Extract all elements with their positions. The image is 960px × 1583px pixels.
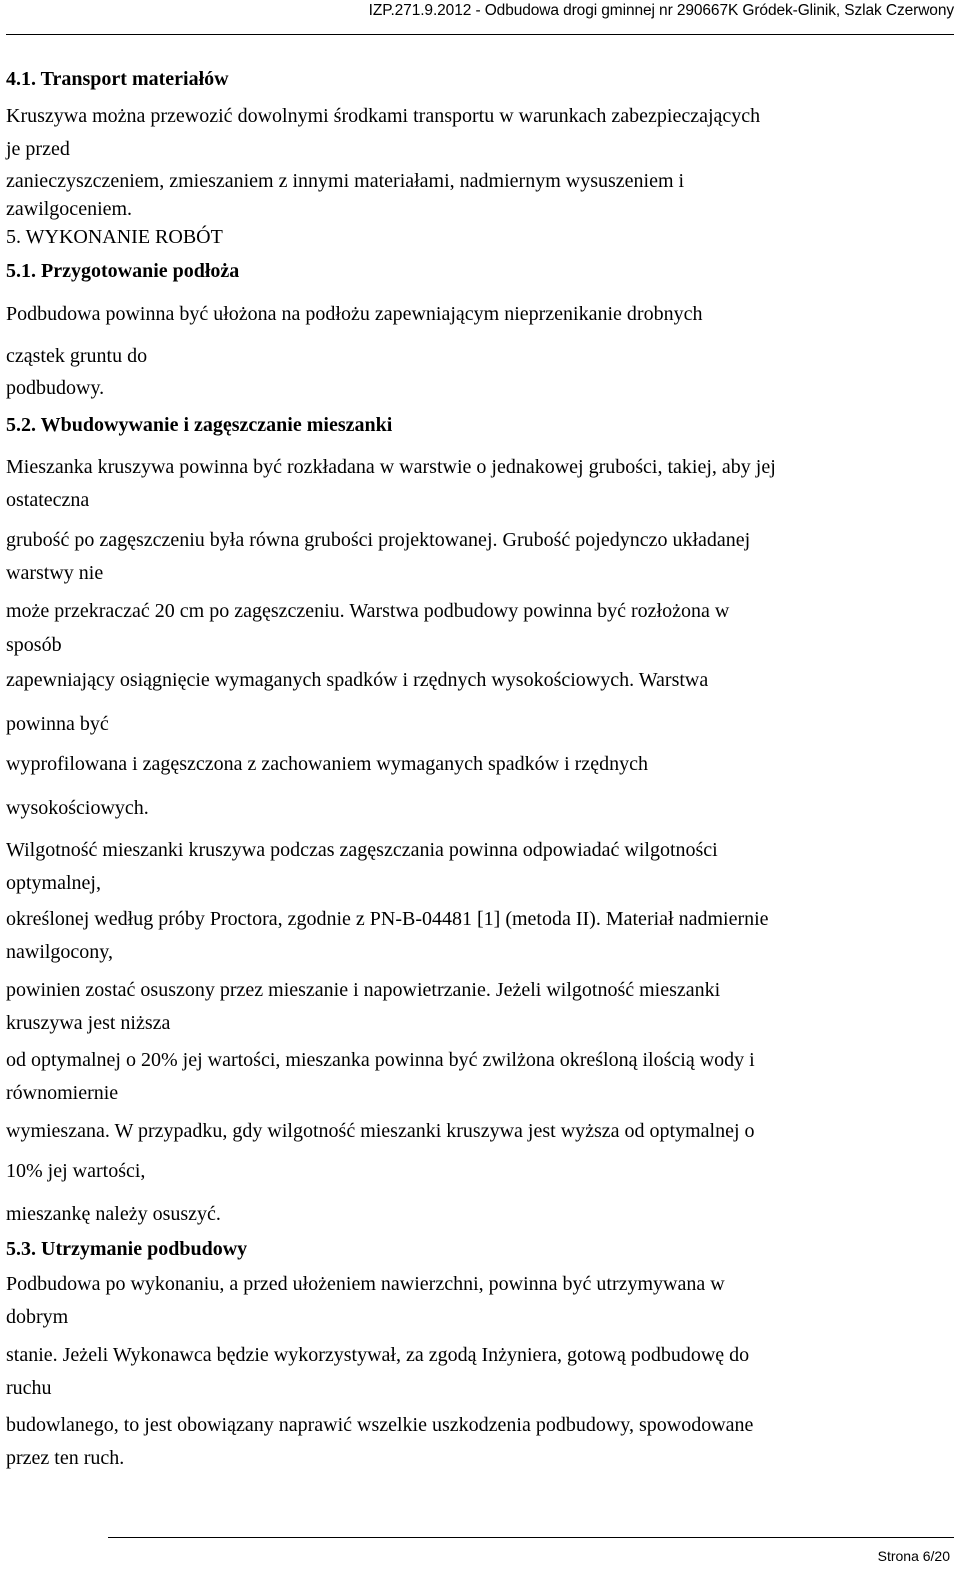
text-line: przez ten ruch. — [6, 1447, 125, 1469]
page-header — [0, 0, 960, 36]
text-line: równomiernie — [6, 1082, 119, 1104]
text-line: dobrym — [6, 1306, 69, 1328]
text-line: optymalnej, — [6, 872, 101, 894]
text-line: warstwy nie — [6, 562, 104, 584]
text-line: zawilgoceniem. — [6, 198, 133, 220]
text-line: podbudowy. — [6, 377, 105, 399]
text-line: kruszywa jest niższa — [6, 1012, 171, 1034]
text-line: 10% jej wartości, — [6, 1160, 146, 1182]
text-line: ruchu — [6, 1377, 52, 1399]
text-line: Kruszywa można przewozić dowolnymi środkami transportu w warunkach zabezpieczających — [6, 105, 761, 127]
heading-transport-materialow: 4.1. Transport materiałów — [6, 68, 229, 90]
text-line: zanieczyszczeniem, zmieszaniem z innymi materiałami, nadmiernym wysuszeniem i — [6, 170, 685, 192]
text-line: wyprofilowana i zagęszczona z zachowaniem wymaganych spadków i rzędnych — [6, 753, 648, 775]
text-line: je przed — [6, 138, 70, 160]
text-line: zapewniający osiągnięcie wymaganych spadków i rzędnych wysokościowych. Warstwa — [6, 669, 709, 691]
text-line: Wilgotność mieszanki kruszywa podczas zagęszczania powinna odpowiadać wilgotności — [6, 839, 718, 861]
heading-przygotowanie-podloza: 5.1. Przygotowanie podłoża — [6, 260, 240, 282]
text-line: Podbudowa po wykonaniu, a przed ułożeniem nawierzchni, powinna być utrzymywana w — [6, 1273, 725, 1295]
text-line: od optymalnej o 20% jej wartości, mieszanka powinna być zwilżona określoną ilością wody i — [6, 1049, 755, 1071]
heading-wbudowywanie-zageszczanie: 5.2. Wbudowywanie i zagęszczanie mieszanki — [6, 414, 393, 436]
text-line: stanie. Jeżeli Wykonawca będzie wykorzystywał, za zgodą Inżyniera, gotową podbudowę do — [6, 1344, 750, 1366]
running-title: IZP.271.9.2012 - Odbudowa drogi gminnej nr 290667K Gródek-Glinik, Szlak Czerwony — [368, 2, 954, 19]
text-line: nawilgocony, — [6, 941, 114, 963]
text-line: powinien zostać osuszony przez mieszanie i napowietrzanie. Jeżeli wilgotność mieszanki — [6, 979, 721, 1001]
text-line: wymieszana. W przypadku, gdy wilgotność mieszanki kruszywa jest wyższa od optymalnej o — [6, 1120, 755, 1142]
text-line: określonej według próby Proctora, zgodnie z PN-B-04481 [1] (metoda II). Materiał nadmiernie — [6, 908, 769, 930]
heading-utrzymanie-podbudowy: 5.3. Utrzymanie podbudowy — [6, 1238, 248, 1260]
text-line: ostateczna — [6, 489, 90, 511]
text-line: cząstek gruntu do — [6, 345, 148, 367]
text-line: grubość po zagęszczeniu była równa grubości projektowanej. Grubość pojedynczo układanej — [6, 529, 751, 551]
header-divider — [6, 34, 954, 35]
text-line: mieszankę należy osuszyć. — [6, 1203, 221, 1225]
text-line: sposób — [6, 634, 62, 656]
page-number: Strona 6/20 — [877, 1548, 950, 1564]
footer-divider — [108, 1537, 954, 1538]
text-line: może przekraczać 20 cm po zagęszczeniu. Warstwa podbudowy powinna być rozłożona w — [6, 600, 730, 622]
text-line: budowlanego, to jest obowiązany naprawić wszelkie uszkodzenia podbudowy, spowodowane — [6, 1414, 754, 1436]
text-line: powinna być — [6, 713, 109, 735]
heading-wykonanie-robot: 5. WYKONANIE ROBÓT — [6, 226, 223, 248]
text-line: wysokościowych. — [6, 797, 149, 819]
text-line: Mieszanka kruszywa powinna być rozkładana w warstwie o jednakowej grubości, takiej, aby jej — [6, 456, 776, 478]
text-line: Podbudowa powinna być ułożona na podłożu zapewniającym nieprzenikanie drobnych — [6, 303, 703, 325]
